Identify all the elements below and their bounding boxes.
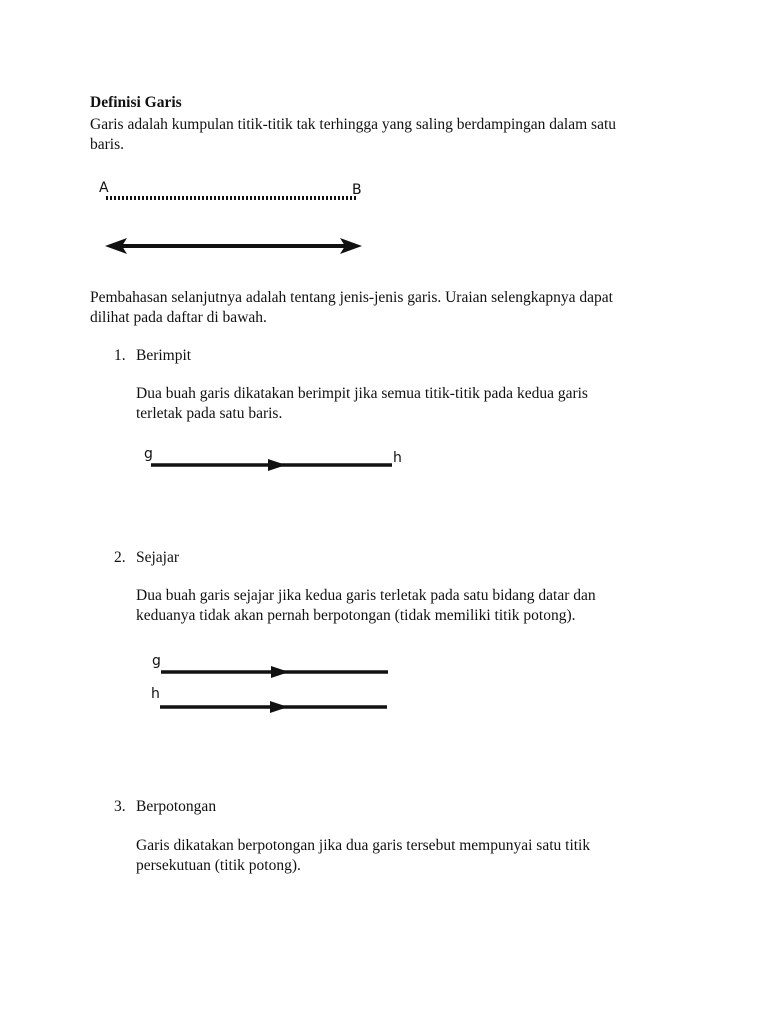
item-2-number: 2. [114,549,126,566]
item-3-desc-line-2: persekutuan (titik potong). [136,857,301,874]
item-1-title: Berimpit [136,347,192,364]
item-2-title: Sejajar [136,549,180,566]
paragraph-2-line-2: dilihat pada daftar di bawah. [90,309,267,326]
item-2-label-h: h [151,686,160,702]
item-3-number: 3. [114,798,126,815]
item-1-label-g: g [144,446,153,462]
item-1-label-h: h [393,450,402,466]
item-2-desc-line-1: Dua buah garis sejajar jika kedua garis terletak pada satu bidang datar dan [136,587,596,604]
point-a-label: A [99,180,109,196]
intro-line-1: Garis adalah kumpulan titik-titik tak terhingga yang saling berdampingan dalam satu [90,116,617,133]
item-1-desc-line-1: Dua buah garis dikatakan berimpit jika semua titik-titik pada kedua garis [136,385,588,402]
item-1-number: 1. [114,347,126,364]
item-3-title: Berpotongan [136,798,217,815]
item-2-label-g: g [152,653,161,669]
point-b-label: B [352,182,362,198]
parallel-line-g-arrowhead [271,666,289,678]
paragraph-2-line-1: Pembahasan selanjutnya adalah tentang jenis-jenis garis. Uraian selengkapnya dapat [90,289,613,306]
page-title: Definisi Garis [90,94,182,111]
intro-line-2: baris. [90,136,125,153]
item-2-desc-line-2: keduanya tidak akan pernah berpotongan (tidak memiliki titik potong). [136,607,576,624]
parallel-line-h-arrowhead [270,701,288,713]
item-3-desc-line-1: Garis dikatakan berpotongan jika dua garis tersebut mempunyai satu titik [136,837,591,854]
item-1-desc-line-2: terletak pada satu baris. [136,405,283,422]
